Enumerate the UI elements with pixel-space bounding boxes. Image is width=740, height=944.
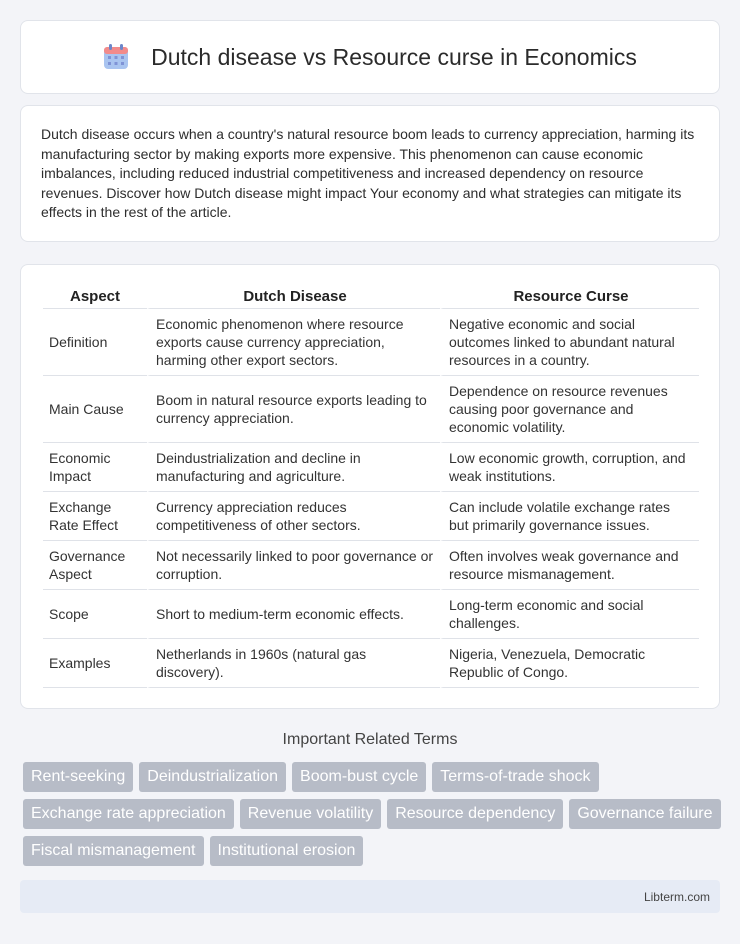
cell-resource-curse: Can include volatile exchange rates but primarily governance issues. <box>440 492 699 541</box>
tag-revenue-volatility[interactable]: Revenue volatility <box>240 799 381 829</box>
cell-resource-curse: Often involves weak governance and resource mismanagement. <box>440 541 699 590</box>
page-title: Dutch disease vs Resource curse in Economics <box>151 43 637 70</box>
table-row <box>43 590 699 639</box>
cell-dutch-disease: Boom in natural resource exports leading to currency appreciation. <box>147 376 440 443</box>
tag-governance-failure[interactable]: Governance failure <box>569 799 720 829</box>
related-terms-tags <box>23 762 723 866</box>
intro-text: Dutch disease occurs when a country's natural resource boom leads to currency appreciation, harming its manufacturing sector by making exports more expensive. This phenomenon can cause economic imbalances, including reduced industrial competitiveness and increased dependency on resource revenues. Discover how Dutch disease might impact Your economy and what strategies can mitigate its effects in the rest of the article. <box>41 126 695 221</box>
cell-dutch-disease: Not necessarily linked to poor governance or corruption. <box>147 541 440 590</box>
tag-boom-bust-cycle[interactable]: Boom-bust cycle <box>292 762 426 792</box>
table-row <box>43 376 699 443</box>
table-row <box>43 309 699 376</box>
tag-institutional-erosion[interactable]: Institutional erosion <box>210 836 364 866</box>
header-dutch-disease: Dutch Disease <box>147 285 440 309</box>
tag-resource-dependency[interactable]: Resource dependency <box>387 799 563 829</box>
tag-exchange-rate-appreciation[interactable]: Exchange rate appreciation <box>23 799 234 829</box>
footer <box>20 880 720 913</box>
header-resource-curse: Resource Curse <box>440 285 699 309</box>
table-header-row <box>43 285 699 309</box>
tag-terms-of-trade-shock[interactable]: Terms-of-trade shock <box>432 762 598 792</box>
comparison-card <box>20 264 720 709</box>
cell-resource-curse: Dependence on resource revenues causing poor governance and economic volatility. <box>440 376 699 443</box>
cell-aspect: Examples <box>43 639 147 688</box>
tag-fiscal-mismanagement[interactable]: Fiscal mismanagement <box>23 836 204 866</box>
cell-resource-curse: Negative economic and social outcomes linked to abundant natural resources in a country. <box>440 309 699 376</box>
table-row <box>43 541 699 590</box>
header-aspect: Aspect <box>43 285 147 309</box>
cell-dutch-disease: Deindustrialization and decline in manufacturing and agriculture. <box>147 443 440 492</box>
table-row <box>43 443 699 492</box>
comparison-table <box>43 285 699 688</box>
intro-card <box>20 105 720 242</box>
cell-aspect: Definition <box>43 309 147 376</box>
cell-aspect: Economic Impact <box>43 443 147 492</box>
cell-resource-curse: Long-term economic and social challenges. <box>440 590 699 639</box>
calendar-grid-icon <box>103 44 129 70</box>
table-row <box>43 639 699 688</box>
table-row <box>43 492 699 541</box>
cell-dutch-disease: Short to medium-term economic effects. <box>147 590 440 639</box>
cell-aspect: Governance Aspect <box>43 541 147 590</box>
cell-resource-curse: Low economic growth, corruption, and weak institutions. <box>440 443 699 492</box>
footer-site-link[interactable]: Libterm.com <box>643 890 710 904</box>
cell-aspect: Exchange Rate Effect <box>43 492 147 541</box>
cell-dutch-disease: Economic phenomenon where resource exports cause currency appreciation, harming other export sectors. <box>147 309 440 376</box>
tag-deindustrialization[interactable]: Deindustrialization <box>139 762 286 792</box>
tag-rent-seeking[interactable]: Rent-seeking <box>23 762 133 792</box>
cell-aspect: Main Cause <box>43 376 147 443</box>
cell-resource-curse: Nigeria, Venezuela, Democratic Republic of Congo. <box>440 639 699 688</box>
related-terms-title: Important Related Terms <box>282 731 458 748</box>
cell-aspect: Scope <box>43 590 147 639</box>
cell-dutch-disease: Netherlands in 1960s (natural gas discovery). <box>147 639 440 688</box>
cell-dutch-disease: Currency appreciation reduces competitiveness of other sectors. <box>147 492 440 541</box>
title-card <box>20 20 720 94</box>
